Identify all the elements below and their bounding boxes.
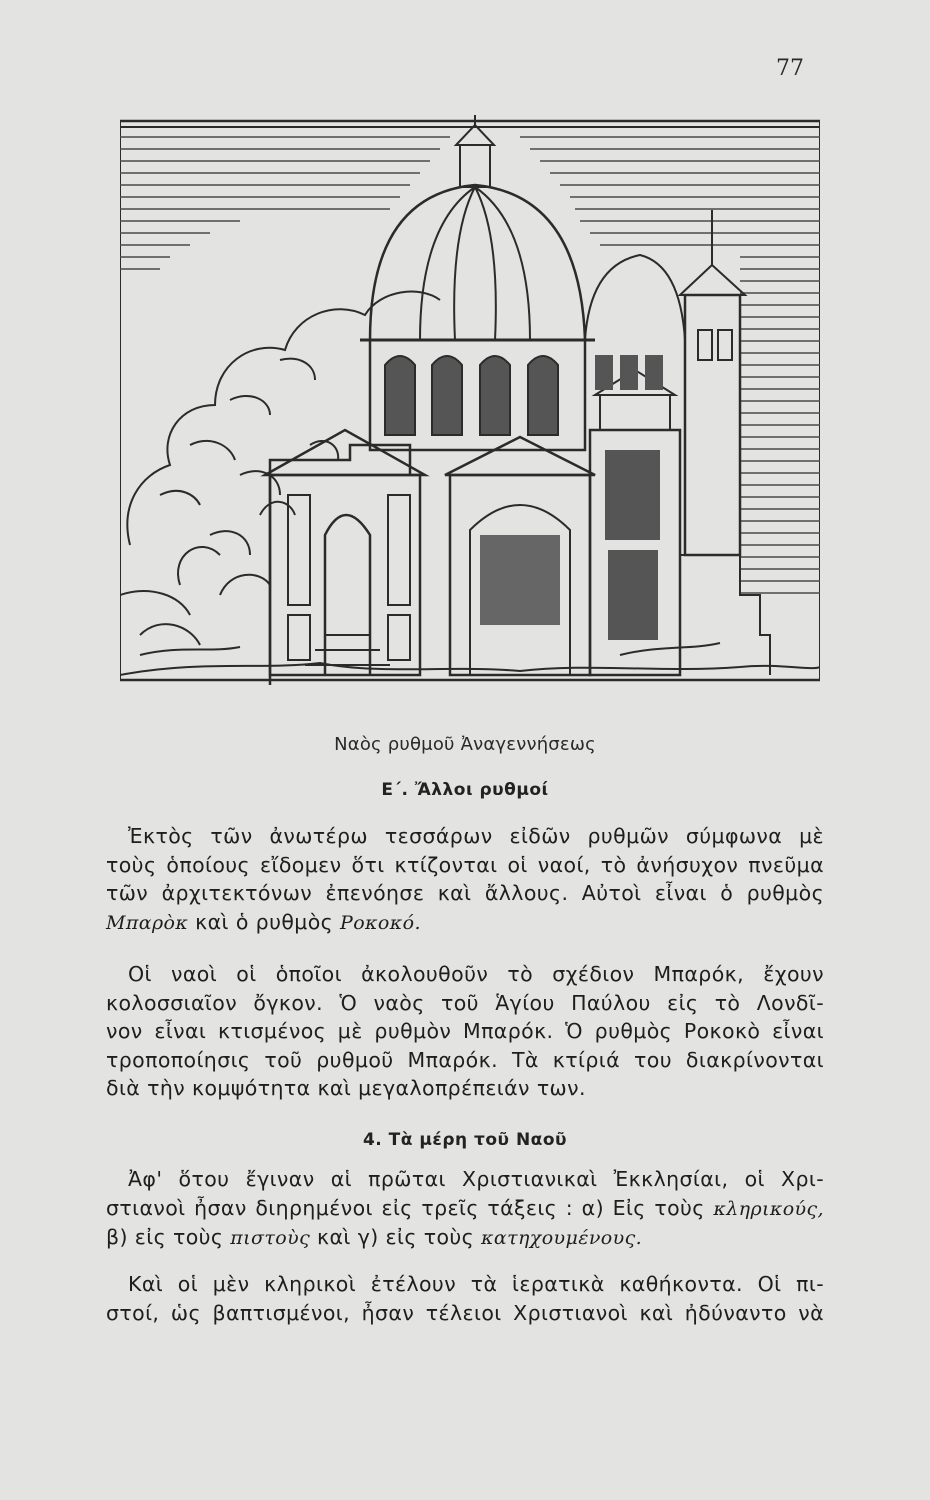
paragraph-1 — [106, 822, 824, 937]
p1-line-4-text: καὶ ὁ ρυθμὸς — [188, 909, 341, 934]
term-clergy: κληρικούς, — [713, 1197, 824, 1220]
section-heading: Ε΄. Ἄλλοι ρυθμοί — [381, 780, 549, 800]
p3-line-3 — [106, 1223, 824, 1253]
p1-line-3: τῶν ἀρχιτεκτόνων ἐπενόησε καὶ ἄλλους. Αὐτοὶ εἶναι ὁ ρυθμὸς — [106, 881, 824, 906]
p2-line-5: διὰ τὴν κομψότητα καὶ μεγαλοπρέπειάν των. — [106, 1076, 586, 1101]
p2-line-1: Οἱ ναοὶ οἱ ὁποῖοι ἀκολουθοῦν τὸ σχέδιον Μπαρόκ, ἔχουν — [128, 962, 824, 986]
page-number: 77 — [776, 56, 804, 81]
paragraph-3 — [106, 1165, 824, 1253]
p3-line-3-text-a: β) εἰς τοὺς — [106, 1225, 231, 1250]
p4-line-1: Καὶ οἱ μὲν κληρικοὶ ἐτέλουν τὰ ἱερατικὰ καθήκοντα. Οἱ πι- — [128, 1272, 824, 1296]
p1-line-1: Ἐκτὸς τῶν ἀνωτέρω τεσσάρων εἰδῶν ρυθμῶν σύμφωνα μὲ — [128, 824, 824, 848]
term-faithful: πιστοὺς — [230, 1227, 311, 1250]
p1-line-4 — [106, 908, 824, 938]
style-name-baroque: Μπαρὸκ — [106, 911, 189, 934]
p3-line-2-text: στιανοὶ ἦσαν διηρημένοι εἰς τρεῖς τάξεις : α) Εἰς τοὺς — [106, 1195, 714, 1220]
illustration-caption: Ναὸς ρυθμοῦ Ἀναγεννήσεως — [334, 734, 596, 755]
renaissance-church-illustration — [120, 115, 820, 695]
term-catechumens: κατηχουμένους. — [481, 1227, 643, 1250]
p2-line-2: κολοσσιαῖον ὄγκον. Ὁ ναὸς τοῦ Ἁγίου Παύλου εἰς τὸ Λονδῖ- — [106, 990, 824, 1015]
p3-line-2 — [106, 1194, 824, 1224]
p3-line-3-text-b: καὶ γ) εἰς τοὺς — [310, 1225, 481, 1250]
p2-line-3: νον εἶναι κτισμένος μὲ ρυθμὸν Μπαρόκ. Ὁ ρυθμὸς Ροκοκὸ εἶναι — [106, 1019, 824, 1044]
p2-line-4: τροποποίησις τοῦ ρυθμοῦ Μπαρόκ. Τὰ κτίριά του διακρίνονται — [106, 1047, 824, 1072]
p3-line-1: Ἀφ' ὅτου ἔγιναν αἱ πρῶται Χριστιανικαὶ Ἐκκλησίαι, οἱ Χρι- — [128, 1167, 824, 1191]
style-name-rococo: Ροκοκό. — [340, 911, 421, 934]
paragraph-4 — [106, 1270, 824, 1327]
paragraph-2 — [106, 960, 824, 1103]
p1-line-2: τοὺς ὁποίους εἴδομεν ὅτι κτίζονται οἱ ναοί, τὸ ἀνήσυχον πνεῦμα — [106, 852, 824, 877]
subsection-heading: 4. Τὰ μέρη τοῦ Ναοῦ — [362, 1130, 568, 1150]
p4-line-2: στοί, ὡς βαπτισμένοι, ἦσαν τέλειοι Χριστιανοὶ καὶ ἠδύναντο νὰ — [106, 1300, 824, 1325]
